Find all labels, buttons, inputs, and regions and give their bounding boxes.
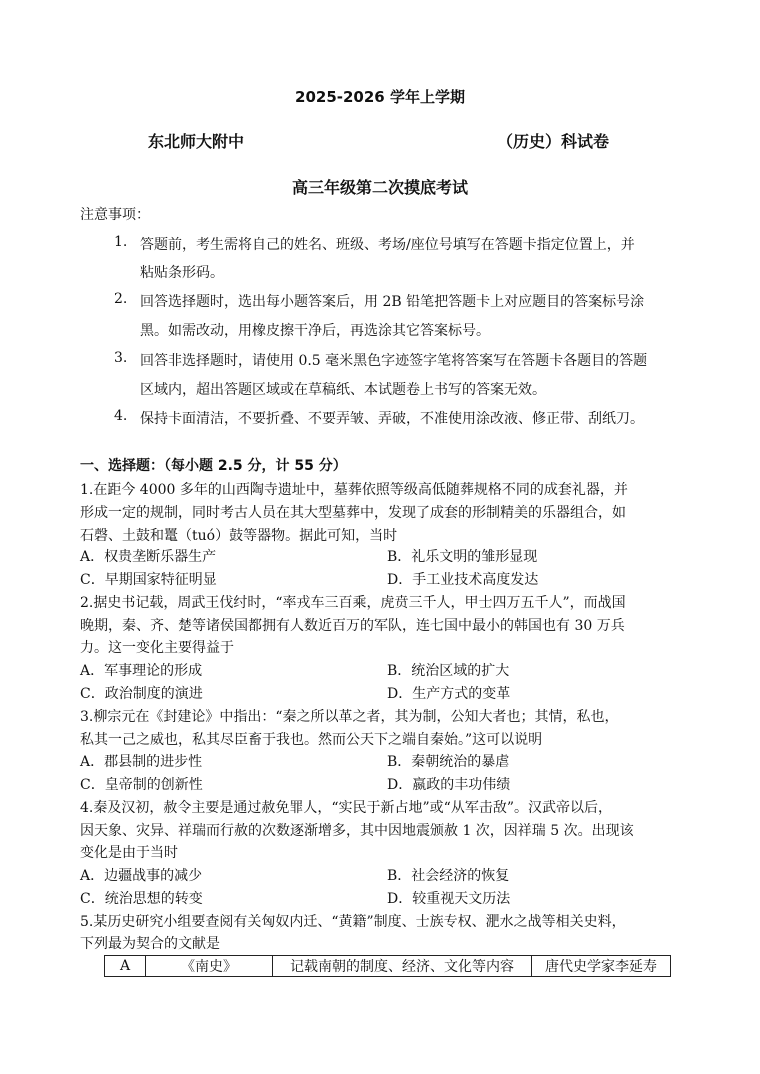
table-cell-title: 《南史》 — [146, 956, 273, 977]
question-2-stem: 力。这一变化主要得益于 — [80, 640, 234, 656]
question-2-stem: 2.据史书记载，周武王伐纣时，“率戎车三百乘，虎贲三千人，甲士四万五千人”，而战国 — [80, 595, 626, 611]
question-3-option-b: B．秦朝统治的暴虐 — [387, 754, 510, 770]
notice-title: 注意事项： — [80, 207, 150, 223]
notice-item-text: 回答非选择题时，请使用 0.5 毫米黑色字迹签字笔将答案写在答题卡各题目的答题 — [140, 353, 648, 369]
section-title: 一、选择题：（每小题 2.5 分，计 55 分） — [80, 458, 347, 474]
notice-item-text: 保持卡面清洁，不要折叠、不要弄皱、弄破，不准使用涂改液、修正带、刮纸刀。 — [140, 411, 644, 427]
table-cell-content: 记载南朝的制度、经济、文化等内容 — [273, 956, 532, 977]
exam-name: 高三年级第二次摸底考试 — [291, 178, 468, 197]
question-1-stem: 形成一定的规制，同时考古人员在其大型墓葬中，发现了成套的形制精美的乐器组合，如 — [80, 505, 626, 521]
notice-item-number: 4. — [114, 408, 128, 424]
table-cell-option: A — [105, 956, 146, 977]
table-cell-author: 唐代史学家李延寿 — [532, 956, 671, 977]
question-1-option-c: C．早期国家特征明显 — [80, 572, 217, 588]
question-5-source-table — [104, 955, 671, 977]
table-row — [105, 956, 671, 977]
question-4-stem: 变化是由于当时 — [80, 845, 178, 861]
notice-item-number: 3. — [114, 350, 128, 366]
question-1-stem: 1.在距今 4000 多年的山西陶寺遗址中，墓葬依照等级高低随葬规格不同的成套礼器，并 — [80, 482, 628, 498]
notice-item-text: 区域内，超出答题区域或在草稿纸、本试题卷上书写的答案无效。 — [140, 382, 546, 398]
question-4-option-c: C．统治思想的转变 — [80, 891, 203, 907]
question-5-stem: 下列最为契合的文献是 — [80, 936, 220, 952]
question-4-option-d: D．较重视天文历法 — [387, 891, 511, 907]
question-2-option-b: B．统治区域的扩大 — [387, 663, 510, 679]
question-2-stem: 晚期，秦、齐、楚等诸侯国都拥有人数近百万的军队，连七国中最小的韩国也有 30 万兵 — [80, 618, 625, 634]
question-4-option-b: B．社会经济的恢复 — [387, 868, 510, 884]
notice-item-text: 答题前，考生需将自己的姓名、班级、考场/座位号填写在答题卡指定位置上，并 — [140, 237, 635, 253]
question-3-option-a: A．郡县制的进步性 — [80, 754, 203, 770]
school-name: 东北师大附中 — [148, 132, 245, 151]
question-2-option-a: A．军事理论的形成 — [80, 663, 203, 679]
exam-term-title: 2025-2026 学年上学期 — [295, 88, 465, 106]
question-2-option-c: C．政治制度的演进 — [80, 686, 203, 702]
question-2-option-d: D．生产方式的变革 — [387, 686, 511, 702]
notice-item-number: 1. — [114, 234, 128, 250]
question-3-option-c: C．皇帝制的创新性 — [80, 777, 203, 793]
question-1-option-a: A．权贵垄断乐器生产 — [80, 549, 217, 565]
subject-title: （历史）科试卷 — [497, 132, 610, 151]
notice-item-text: 回答选择题时，选出每小题答案后，用 2B 铅笔把答题卡上对应题目的答案标号涂 — [140, 294, 645, 310]
question-1-option-d: D．手工业技术高度发达 — [387, 572, 539, 588]
question-1-stem: 石磬、土鼓和鼍（tuó）鼓等器物。据此可知，当时 — [80, 528, 398, 544]
question-4-stem: 因天象、灾异、祥瑞而行赦的次数逐渐增多，其中因地震颁赦 1 次，因祥瑞 5 次。出现该 — [80, 823, 634, 839]
question-3-stem: 3.柳宗元在《封建论》中指出：“秦之所以革之者，其为制，公知大者也；其情，私也， — [80, 709, 619, 725]
notice-item-number: 2. — [114, 291, 128, 307]
question-4-option-a: A．边疆战事的减少 — [80, 868, 203, 884]
question-5-stem: 5.某历史研究小组要查阅有关匈奴内迁、“黄籍”制度、士族专权、淝水之战等相关史料， — [80, 914, 626, 930]
question-1-option-b: B．礼乐文明的雏形显现 — [387, 549, 538, 565]
notice-item-text: 黑。如需改动，用橡皮擦干净后，再选涂其它答案标号。 — [140, 323, 490, 339]
question-3-stem: 私其一己之威也，私其尽臣畜于我也。然而公天下之端自秦始。”这可以说明 — [80, 732, 543, 748]
notice-item-text: 粘贴条形码。 — [140, 265, 224, 281]
question-4-stem: 4.秦及汉初，赦令主要是通过赦免罪人，“实民于新占地”或“从军击敌”。汉武帝以后， — [80, 800, 612, 816]
question-3-option-d: D．嬴政的丰功伟绩 — [387, 777, 511, 793]
